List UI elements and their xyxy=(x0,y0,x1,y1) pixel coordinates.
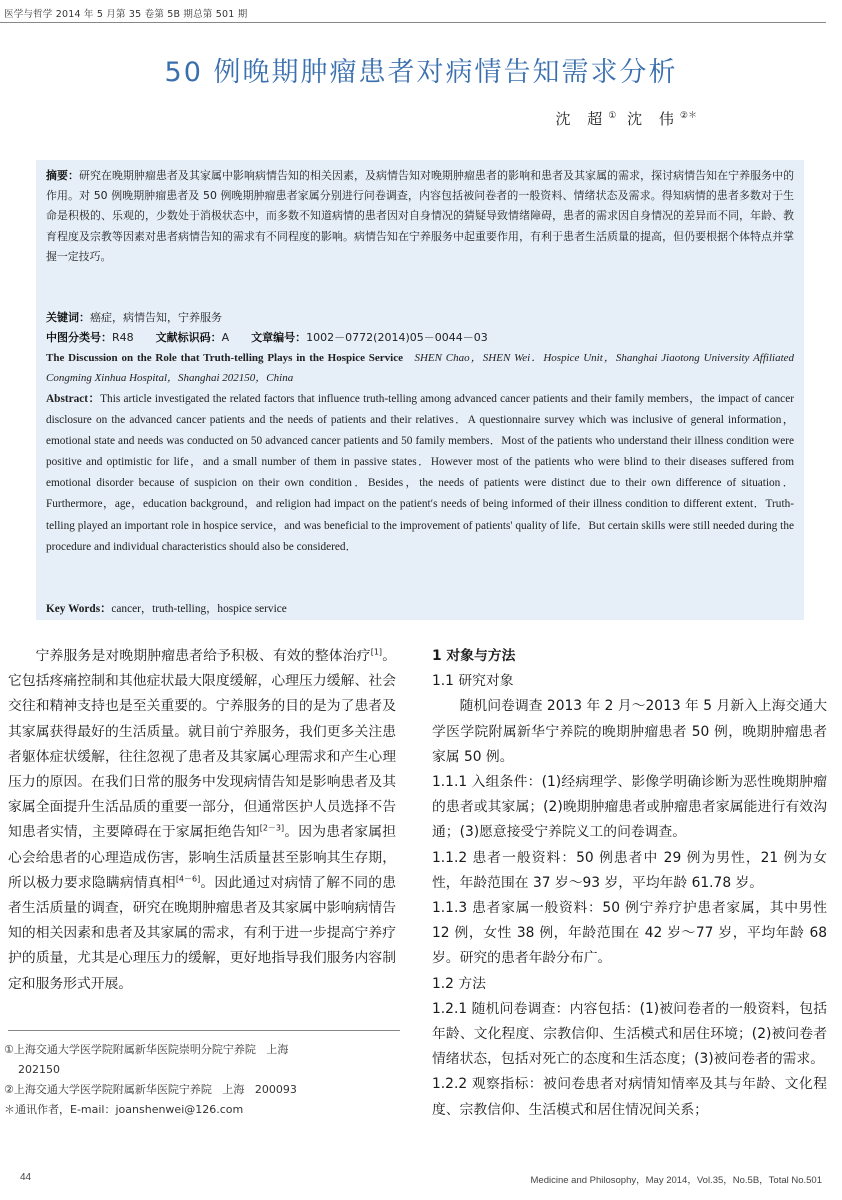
patient-info: 1.1.2 患者一般资料：50 例患者中 29 例为男性，21 例为女性，年龄范围在 37 岁～93 岁，平均年龄 61.78 岁。 xyxy=(432,849,827,891)
english-heading xyxy=(46,348,794,389)
abstract-cn-text: 研究在晚期肿瘤患者及其家属中影响病情告知的相关因素，及病情告知对晚期肿瘤患者的影响和患者及其家属的需求，探讨病情告知在宁养服务中的作用。对 50 例晚期肿瘤患者及 50 例晚期肿瘤患者家属分别进行问卷调查，内容包括被问卷者的一般资料、情绪状态及需求。得知病情的患者多数对于生命是积极的、乐观的，少数处于消极状态中，而多数不知道病情的患者因对自身情况的猜疑导致情绪障碍，患者的需求因自身情况的差异而不同，年龄、教育程度及宗教等因素对患者病情告知的需求有不同程度的影响。病情告知在宁养服务中起重要作用，有利于患者生活质量的提高，但仍要根据个体特点并掌握一定技巧。 xyxy=(46,169,794,263)
footnote-2: ②上海交通大学医学院附属新华医院宁养院 上海 200093 xyxy=(4,1083,297,1096)
footer-citation: Medicine and Philosophy，May 2014，Vol.35，No.5B，Total No.501 xyxy=(530,1175,822,1186)
family-info: 1.1.3 患者家属一般资料：50 例宁养疗护患者家属，其中男性 12 例，女性 38 例，年龄范围在 42 岁～77 岁，平均年龄 68 岁。研究的患者年龄分布广。 xyxy=(432,900,827,967)
article-number-value: 1002－0772(2014)05－0044－03 xyxy=(306,331,488,344)
intro-paragraph xyxy=(8,644,396,997)
body-left-column xyxy=(8,644,396,997)
keywords-cn-text: 癌症，病情告知，宁养服务 xyxy=(90,311,222,324)
intro-text-3: 。因为患者家属担心会给患者的心理造成伤害，影响生活质量甚至影响其生存期，所以极力要求隐瞒病情真相 xyxy=(8,824,397,891)
author-1: 沈 超 xyxy=(555,110,609,128)
body-right-column xyxy=(432,644,827,1123)
subsection-heading: 1.1 研究对象 xyxy=(432,673,514,690)
abstract-en xyxy=(46,389,794,599)
page-number: 44 xyxy=(20,1172,32,1183)
survey-method: 1.2.1 随机问卷调查：内容包括：(1)被问卷者的一般资料，包括年龄、文化程度、宗教信仰、生活模式和居住环境；(2)被问卷者情绪状态，包括对死亡的态度和生活态度；(3)被问卷者的需求。 xyxy=(432,1000,827,1068)
citation-ref: [2－3] xyxy=(259,823,285,833)
inclusion-criteria: 1.1.1 入组条件：(1)经病理学、影像学明确诊断为恶性晚期肿瘤的患者或其家属；(2)晚期肿瘤患者或肿瘤患者家属能进行有效沟通；(3)愿意接受宁养院义工的问卷调查。 xyxy=(432,774,827,841)
author-2-mark: ②＊ xyxy=(679,111,697,121)
keywords-cn xyxy=(46,308,794,328)
abstract-box xyxy=(36,160,804,620)
header-divider xyxy=(0,22,826,23)
keywords-en-text: cancer，truth-telling，hospice service xyxy=(111,603,287,615)
intro-text-2: 。它包括疼痛控制和其他症状最大限度缓解，心理压力缓解、社会交往和精神支持也是至关重要的。宁养服务的目的是为了患者及其家属获得最好的生活质量。就目前宁养服务，我们更多关注患者躯体症状缓解，往往忽视了患者及其家属心理需求和产生心理压力的原因。在我们日常的服务中发现病情告知是影响患者及其家属全面提升生活品质的重要一部分，但通常医护人员选择不告知患者实情，主要障碍在于家属拒绝告知 xyxy=(8,648,397,841)
journal-header: 医学与哲学 2014 年 5 月第 35 卷第 5B 期总第 501 期 xyxy=(4,9,248,20)
doc-code-value: A xyxy=(221,331,230,344)
article-title: 50 例晚期肿瘤患者对病情告知需求分析 xyxy=(164,57,678,88)
abstract-en-label: Abstract： xyxy=(46,393,101,405)
section-heading: 1 对象与方法 xyxy=(432,648,516,664)
intro-text-1: 宁养服务是对晚期肿瘤患者给予积极、有效的整体治疗 xyxy=(35,648,371,664)
citation-ref: [1] xyxy=(370,647,383,657)
footnote-1-cont: 202150 xyxy=(18,1063,60,1076)
footnotes xyxy=(4,1040,400,1120)
author-2: 沈 伟 xyxy=(627,110,680,128)
abstract-cn xyxy=(46,166,794,308)
subjects-paragraph: 随机问卷调查 2013 年 2 月～2013 年 5 月新入上海交通大学医学院附属新华宁养院的晚期肿瘤患者 50 例，晚期肿瘤患者家属 50 例。 xyxy=(432,698,827,765)
doc-code-label: 文献标识码： xyxy=(155,331,222,344)
clc-value: R48 xyxy=(112,331,134,344)
author-line xyxy=(556,108,698,129)
clc-label: 中图分类号： xyxy=(46,331,112,344)
intro-text-4: 。因此通过对病情了解不同的患者生活质量的调查，研究在晚期肿瘤患者及其家属中影响病情告知的相关因素和患者及其家属的需求，有利于进一步提高宁养疗护的质量，尤其是心理压力的缓解，更好地指导我们服务内容制定和服务形式开展。 xyxy=(8,874,397,992)
observation-index: 1.2.2 观察指标：被问卷患者对病情知情率及其与年龄、文化程度、宗教信仰、生活模式和居住情况间关系； xyxy=(432,1076,827,1118)
keywords-en-label: Key Words： xyxy=(46,603,112,615)
citation-ref: [4－6] xyxy=(175,874,201,884)
footnote-1: ①上海交通大学医学院附属新华医院崇明分院宁养院 上海 xyxy=(4,1043,289,1056)
footnote-divider xyxy=(8,1030,400,1031)
keywords-cn-label: 关键词： xyxy=(46,311,90,324)
classification-line xyxy=(46,328,794,348)
abstract-cn-label: 摘要： xyxy=(46,169,80,182)
keywords-en xyxy=(46,599,794,619)
subsection-heading: 1.2 方法 xyxy=(432,975,486,992)
abstract-en-text: This article investigated the related factors that influence truth-telling among advanced cancer patients and their family members，the impact of cancer disclosure on the advanced cancer patients and the needs of patients and their relatives．A questionnaire survey which was inclusive of general information，emotional state and needs was conducted on 50 advanced cancer patients and 50 family members．Most of the patients who understand their illness condition were positive and optimistic for life，and a small number of them in passive states．However most of the patients who were blind to their diseases suffered from emotional disorder because of suspicion on their own condition．Besides，the needs of patients were distinct due to their own difference of situation．Furthermore，age，education background，and religion had impact on the patient′s needs of being informed of their illness condition to different extent．Truth-telling played an important role in hospice service，and was beneficial to the improvement of patients' quality of life．But certain skills were still needed during the procedure and individual characteristics should also be considered． xyxy=(46,393,794,553)
english-authors-affiliation: SHEN Chao，SHEN Wei．Hospice Unit，Shanghai Jiaotong University Affiliated Congming Xinhua Hospital，Shanghai 202150，China xyxy=(46,352,794,385)
footnote-corresponding: ＊通讯作者，E-mail：joanshenwei@126.com xyxy=(4,1103,244,1116)
english-title: The Discussion on the Role that Truth-telling Plays in the Hospice Service xyxy=(46,352,403,364)
article-number-label: 文章编号： xyxy=(251,331,307,344)
author-1-mark: ① xyxy=(608,111,617,121)
